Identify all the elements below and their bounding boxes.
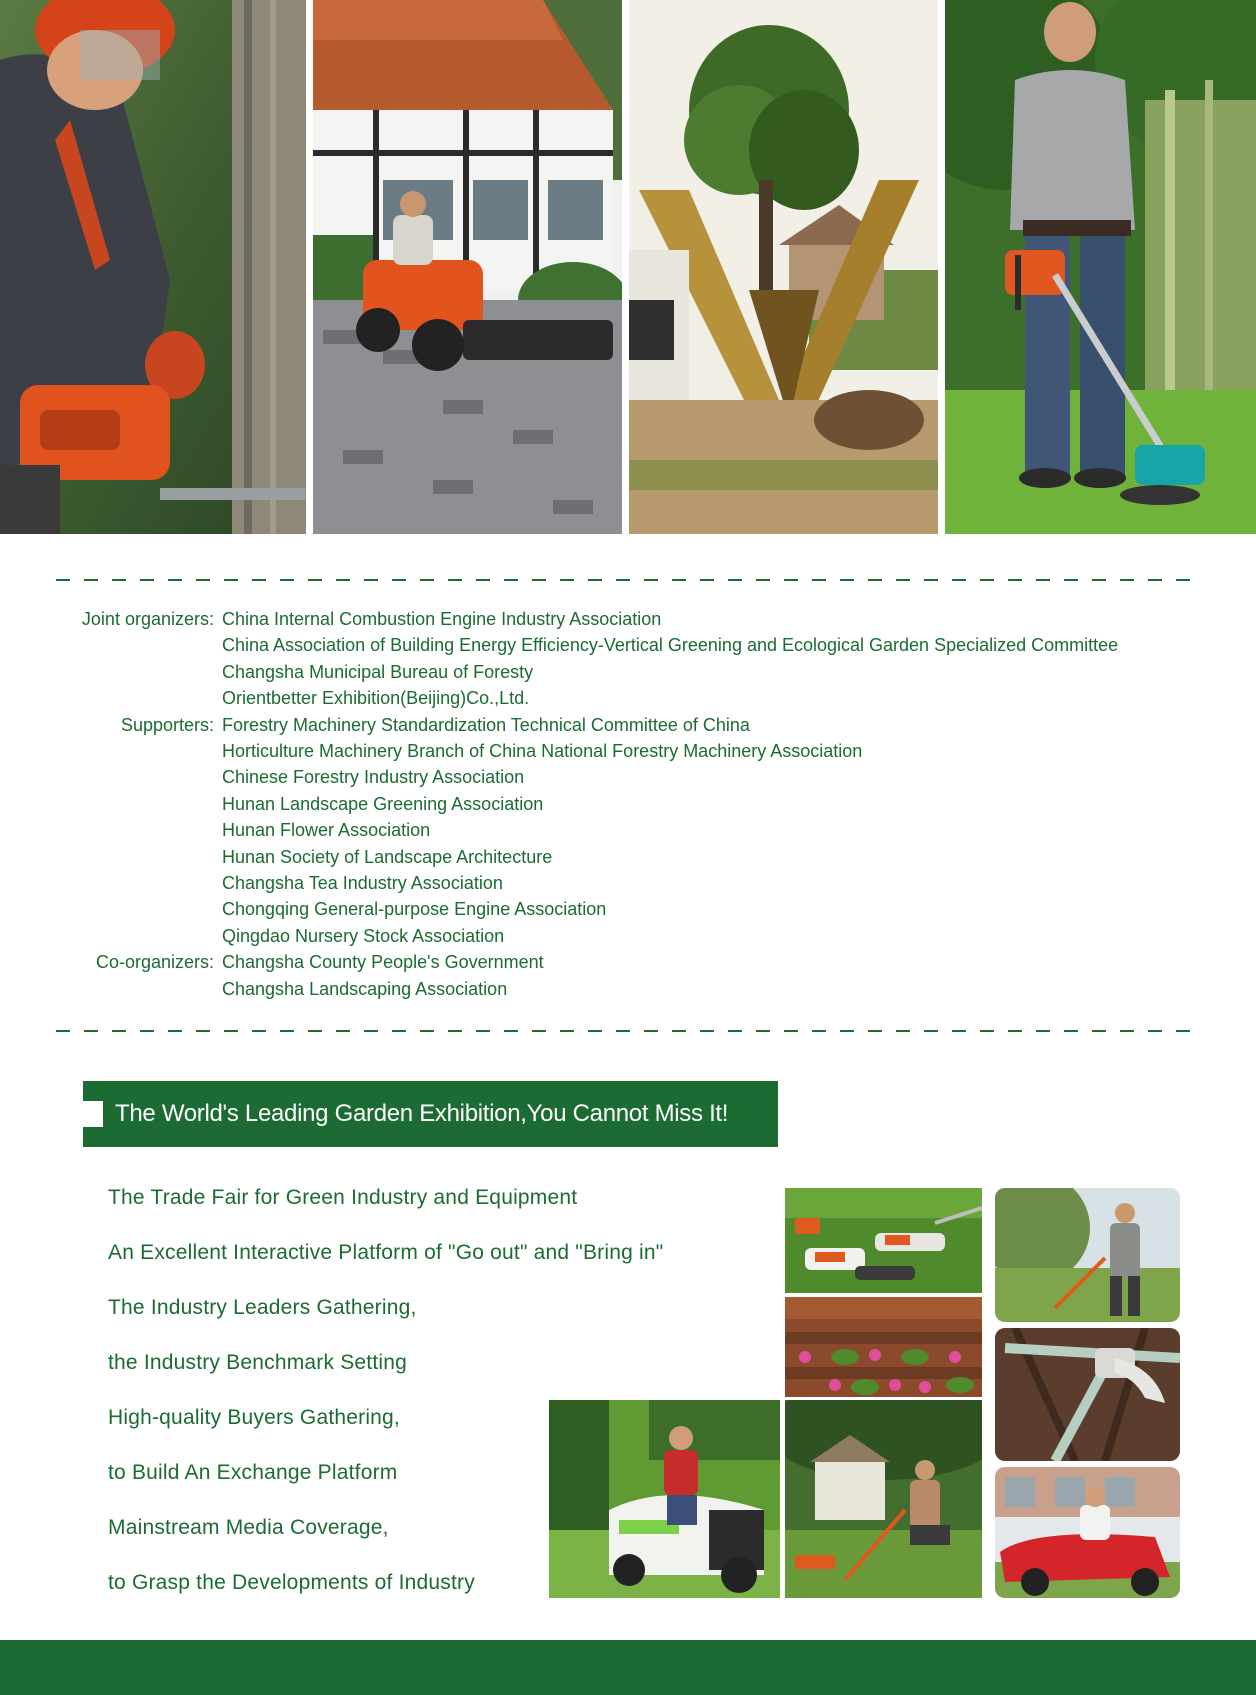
feature-line: to Grasp the Developments of Industry [108, 1571, 475, 1594]
hero-photo-tree-spade [629, 0, 938, 534]
feature-line: An Excellent Interactive Platform of "Go out" and "Bring in" [108, 1241, 664, 1264]
feature-line: The Trade Fair for Green Industry and Equipment [108, 1186, 578, 1209]
collage-photo-red-ride-on-mower [995, 1467, 1180, 1598]
organizer-item: Qingdao Nursery Stock Association [222, 925, 505, 946]
organizer-item: Forestry Machinery Standardization Technical Committee of China [222, 714, 750, 735]
feature-line: The Industry Leaders Gathering, [108, 1296, 417, 1319]
organizer-item: China Internal Combustion Engine Industry Association [222, 609, 662, 629]
collage-photo-tools-on-grass [785, 1188, 982, 1293]
organizer-role-label: Supporters: [120, 714, 214, 735]
organizer-list [222, 712, 1252, 950]
organizer-item: Orientbetter Exhibition(Beijing)Co.,Ltd. [222, 688, 530, 709]
organizer-item: Hunan Society of Landscape Architecture [222, 846, 553, 867]
organizer-item: Horticulture Machinery Branch of China National Forestry Machinery Association [222, 741, 863, 762]
hero-photo-grass-trimmer [945, 0, 1256, 534]
organizer-list [222, 949, 1252, 1002]
organizer-item: Chinese Forestry Industry Association [222, 767, 525, 788]
section-banner [83, 1081, 778, 1147]
collage-photo-flower-boxes [785, 1297, 982, 1397]
feature-line: to Build An Exchange Platform [108, 1461, 398, 1484]
organizer-item: China Association of Building Energy Efficiency-Vertical Greening and Ecological Garden Specialized Committee [222, 635, 1119, 656]
organizer-group-joint [0, 606, 1256, 712]
feature-line: the Industry Benchmark Setting [108, 1351, 407, 1374]
collage-photo-pruning-shears [995, 1328, 1180, 1461]
feature-line: Mainstream Media Coverage, [108, 1516, 389, 1539]
organizer-item: Hunan Landscape Greening Association [222, 793, 544, 814]
organizer-group-co-organizers [0, 949, 1256, 1002]
hero-photo-chainsaw-worker [0, 0, 306, 534]
organizer-item: Changsha County People's Government [222, 952, 544, 973]
hero-photo-ride-on-mower [313, 0, 622, 534]
footer-bar [0, 1640, 1256, 1695]
organizer-role-label: Joint organizers: [81, 609, 214, 629]
organizer-item: Chongqing General-purpose Engine Association [222, 899, 607, 920]
divider-bottom [56, 1030, 1200, 1032]
organizer-list [222, 606, 1252, 712]
organizer-group-supporters [0, 712, 1256, 950]
organizer-role-label: Co-organizers: [95, 952, 214, 973]
organizer-item: Changsha Municipal Bureau of Foresty [222, 661, 534, 682]
organizer-item: Changsha Tea Industry Association [222, 873, 503, 894]
divider-top [56, 579, 1200, 581]
organizer-item: Changsha Landscaping Association [222, 978, 508, 999]
collage-photo-gardener-with-trimmer [995, 1188, 1180, 1322]
organizers-section [0, 606, 1256, 1002]
hero-photo-strip [0, 0, 1256, 534]
feature-line: High-quality Buyers Gathering, [108, 1406, 400, 1429]
collage-photo-hedge-trimming [785, 1400, 982, 1598]
banner-title: The World's Leading Garden Exhibition,You Cannot Miss It! [115, 1100, 729, 1127]
banner-notch [83, 1101, 103, 1127]
collage-photo-woman-on-mower [549, 1400, 780, 1598]
organizer-item: Hunan Flower Association [222, 820, 431, 841]
